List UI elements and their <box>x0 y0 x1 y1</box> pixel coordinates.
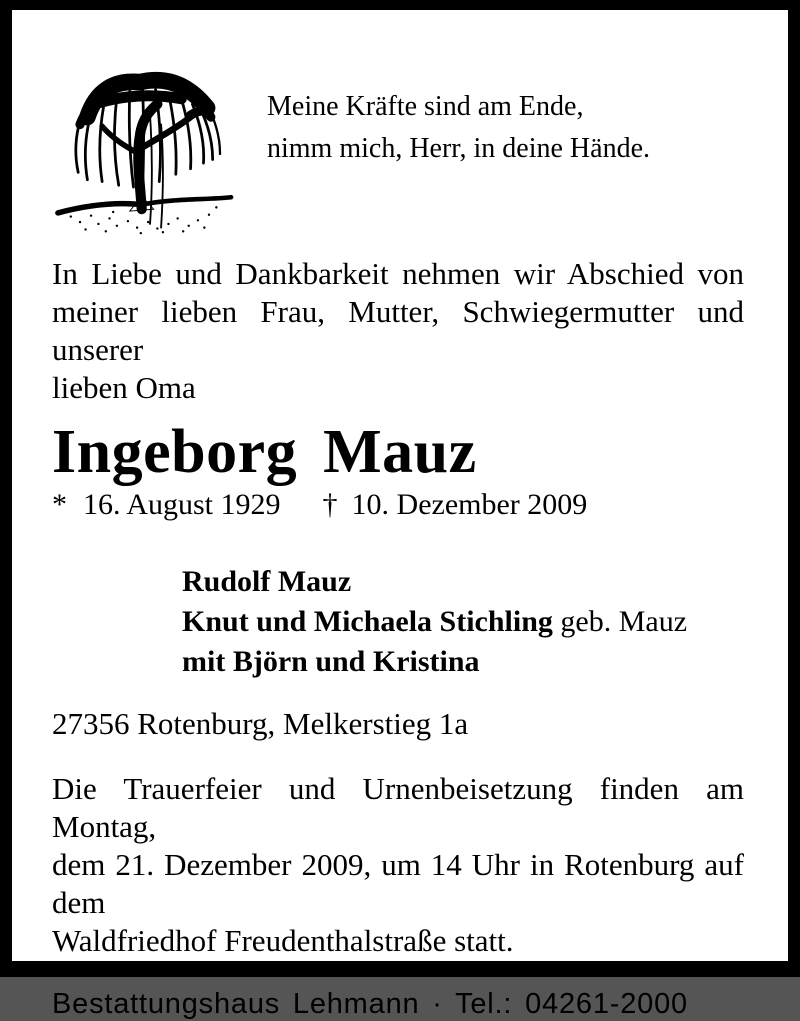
motto-quote <box>267 60 650 170</box>
funeral-line: Die Trauerfeier und Urnenbeisetzung finden am Montag, <box>52 770 744 844</box>
motto-line-1: Meine Kräfte sind am Ende, <box>267 91 584 122</box>
address-line: 27356 Rotenburg, Melkerstieg 1a <box>52 705 469 741</box>
mourner-names-bold: Knut und Michaela Stichling <box>182 604 553 638</box>
header-row <box>52 60 744 235</box>
deceased-name: Ingeborg Mauz <box>52 418 477 486</box>
intro-paragraph <box>52 255 744 407</box>
funeral-paragraph <box>52 770 744 960</box>
funeral-line: Waldfriedhof Freudenthalstraße statt. <box>52 922 514 958</box>
death-date-group <box>323 488 588 522</box>
mourner-line-2 <box>182 602 744 642</box>
willow-tree-icon <box>52 60 237 235</box>
mourner-line-3: mit Björn und Kristina <box>182 644 480 678</box>
maiden-name: geb. Mauz <box>552 604 688 638</box>
life-dates <box>52 488 744 522</box>
funeral-home-line: Bestattungshaus Lehmann · Tel.: 04261-2000 <box>52 987 688 1020</box>
intro-line: lieben Oma <box>52 370 196 405</box>
birth-date-group <box>52 488 281 522</box>
death-date: 10. Dezember 2009 <box>351 487 588 521</box>
intro-line: meiner lieben Frau, Mutter, Schwiegermutter und unserer <box>52 294 744 367</box>
mourner-line-1: Rudolf Mauz <box>182 564 352 598</box>
birth-star-icon: * <box>52 487 67 521</box>
death-cross-icon: † <box>322 487 338 521</box>
funeral-line: dem 21. Dezember 2009, um 14 Uhr in Rotenburg auf dem <box>52 846 744 920</box>
birth-date: 16. August 1929 <box>83 487 281 521</box>
mourners-block <box>182 562 744 682</box>
motto-line-2: nimm mich, Herr, in deine Hände. <box>267 133 650 164</box>
intro-line: In Liebe und Dankbarkeit nehmen wir Abschied von <box>52 256 744 291</box>
obituary-page <box>12 10 788 1020</box>
